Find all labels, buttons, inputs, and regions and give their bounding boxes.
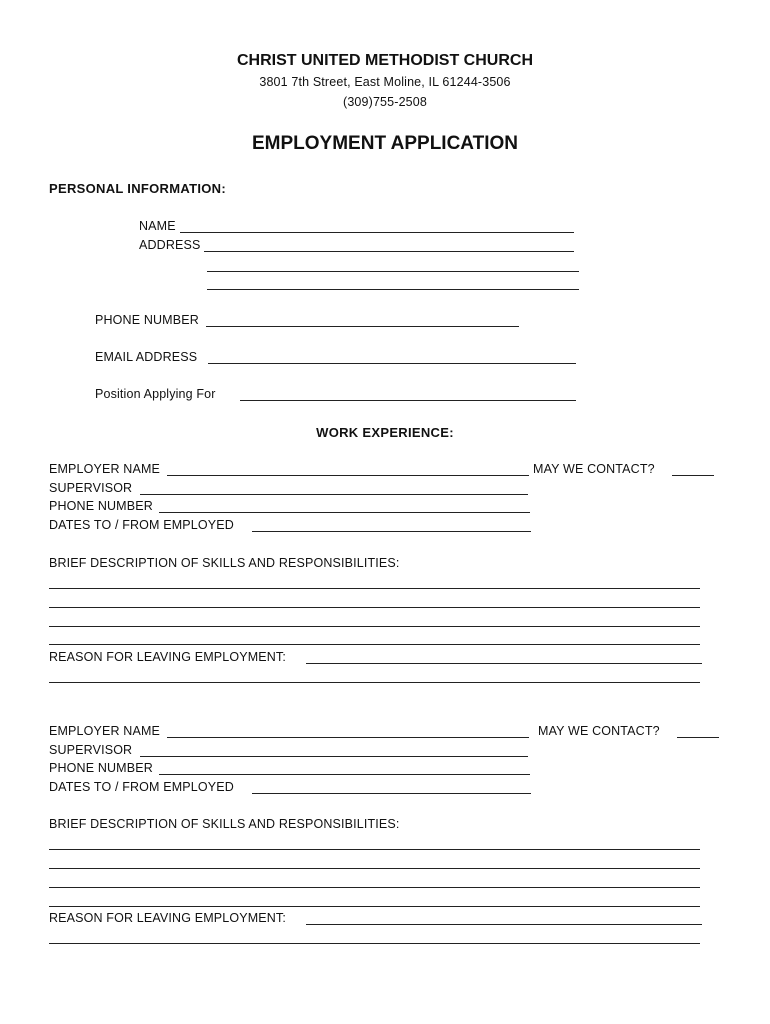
position-field[interactable] xyxy=(240,400,576,401)
employer-phone-field[interactable] xyxy=(159,512,530,513)
phone-field[interactable] xyxy=(206,326,519,327)
supervisor-field[interactable] xyxy=(140,756,528,757)
phone-label: PHONE NUMBER xyxy=(95,313,199,327)
may-we-contact-label: MAY WE CONTACT? xyxy=(538,724,660,738)
employer-phone-label: PHONE NUMBER xyxy=(49,499,153,513)
address-label: ADDRESS xyxy=(139,238,201,252)
church-address: 3801 7th Street, East Moline, IL 61244-3506 xyxy=(259,75,511,89)
employer-phone-field[interactable] xyxy=(159,774,530,775)
skills-field-line-3[interactable] xyxy=(49,887,700,888)
work-section-heading: WORK EXPERIENCE: xyxy=(316,425,454,440)
form-title: EMPLOYMENT APPLICATION xyxy=(252,133,518,154)
dates-employed-field[interactable] xyxy=(252,531,531,532)
skills-field-line-1[interactable] xyxy=(49,849,700,850)
dates-employed-field[interactable] xyxy=(252,793,531,794)
dates-employed-label: DATES TO / FROM EMPLOYED xyxy=(49,780,234,794)
skills-label: BRIEF DESCRIPTION OF SKILLS AND RESPONSIBILITIES: xyxy=(49,556,400,570)
may-we-contact-label: MAY WE CONTACT? xyxy=(533,462,655,476)
church-phone: (309)755-2508 xyxy=(343,95,427,109)
skills-field-line-2[interactable] xyxy=(49,868,700,869)
employer-name-field[interactable] xyxy=(167,737,529,738)
may-we-contact-field[interactable] xyxy=(672,475,714,476)
name-label: NAME xyxy=(139,219,176,233)
dates-employed-label: DATES TO / FROM EMPLOYED xyxy=(49,518,234,532)
address-field-line-1[interactable] xyxy=(204,251,574,252)
personal-section-heading: PERSONAL INFORMATION: xyxy=(49,181,226,196)
church-name: CHRIST UNITED METHODIST CHURCH xyxy=(237,52,533,69)
email-field[interactable] xyxy=(208,363,576,364)
skills-field-line-3[interactable] xyxy=(49,626,700,627)
employer-name-label: EMPLOYER NAME xyxy=(49,724,161,738)
name-field[interactable] xyxy=(180,232,574,233)
reason-leaving-label: REASON FOR LEAVING EMPLOYMENT: xyxy=(49,650,286,664)
employer-name-field[interactable] xyxy=(167,475,529,476)
supervisor-label: SUPERVISOR xyxy=(49,481,133,495)
skills-field-line-2[interactable] xyxy=(49,607,700,608)
skills-field-line-1[interactable] xyxy=(49,588,700,589)
reason-leaving-field-line-2[interactable] xyxy=(49,943,700,944)
skills-field-line-4[interactable] xyxy=(49,644,700,645)
employer-name-label: EMPLOYER NAME xyxy=(49,462,161,476)
may-we-contact-field[interactable] xyxy=(677,737,719,738)
supervisor-label: SUPERVISOR xyxy=(49,743,133,757)
reason-leaving-field[interactable] xyxy=(306,663,702,664)
skills-label: BRIEF DESCRIPTION OF SKILLS AND RESPONSIBILITIES: xyxy=(49,817,400,831)
reason-leaving-label: REASON FOR LEAVING EMPLOYMENT: xyxy=(49,911,286,925)
skills-field-line-4[interactable] xyxy=(49,906,700,907)
supervisor-field[interactable] xyxy=(140,494,528,495)
reason-leaving-field-line-2[interactable] xyxy=(49,682,700,683)
position-label: Position Applying For xyxy=(95,387,216,401)
employer-phone-label: PHONE NUMBER xyxy=(49,761,153,775)
reason-leaving-field[interactable] xyxy=(306,924,702,925)
address-field-line-2[interactable] xyxy=(207,271,579,272)
address-field-line-3[interactable] xyxy=(207,289,579,290)
email-label: EMAIL ADDRESS xyxy=(95,350,198,364)
